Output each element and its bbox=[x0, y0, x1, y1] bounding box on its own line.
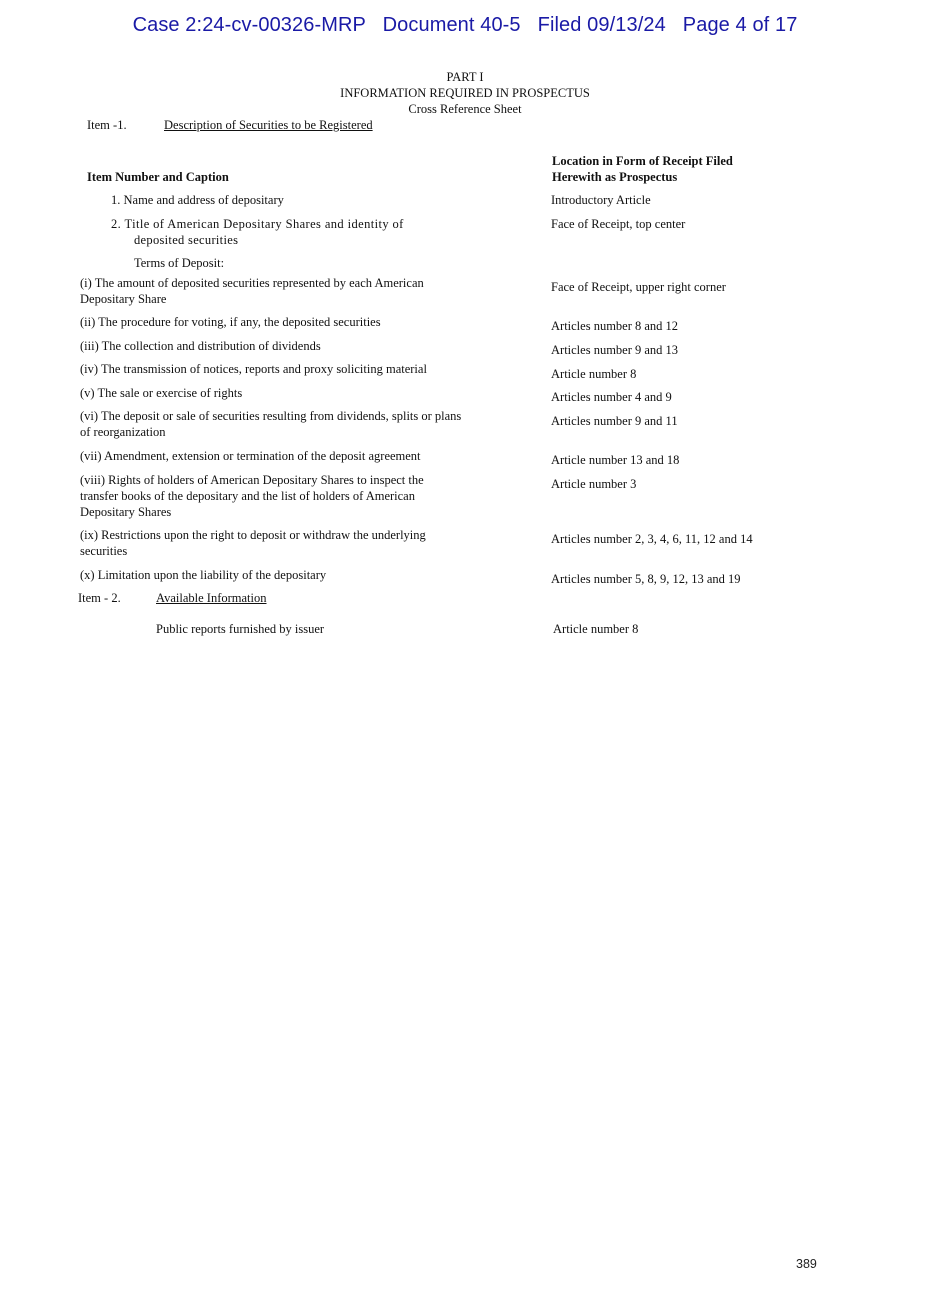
caption-title-ads-line2: deposited securities bbox=[134, 233, 239, 247]
caption-iii: (iii) The collection and distribution of dividends bbox=[80, 339, 321, 353]
caption-vii: (vii) Amendment, extension or termination of the deposit agreement bbox=[80, 449, 421, 463]
case-number: Case 2:24-cv-00326-MRP bbox=[132, 14, 366, 36]
terms-of-deposit-label: Terms of Deposit: bbox=[134, 256, 225, 270]
caption-v: (v) The sale or exercise of rights bbox=[80, 386, 243, 400]
part-heading: PART I bbox=[446, 70, 484, 84]
location-iv: Article number 8 bbox=[551, 367, 637, 381]
filed-date: Filed 09/13/24 bbox=[537, 14, 666, 36]
location-x: Articles number 5, 8, 9, 12, 13 and 19 bbox=[551, 572, 741, 586]
section-subtitle: Cross Reference Sheet bbox=[408, 102, 522, 116]
section-title: INFORMATION REQUIRED IN PROSPECTUS bbox=[340, 86, 590, 100]
caption-ii: (ii) The procedure for voting, if any, the deposited securities bbox=[80, 315, 381, 329]
item-2-label: Item - 2. bbox=[78, 591, 121, 605]
caption-ix-line2: securities bbox=[80, 544, 128, 558]
item-1-title: Description of Securities to be Registered bbox=[164, 118, 373, 132]
location-public-reports: Article number 8 bbox=[553, 622, 639, 636]
column-header-location-line2: Herewith as Prospectus bbox=[552, 170, 678, 184]
caption-vi-line1: (vi) The deposit or sale of securities resulting from dividends, splits or plans bbox=[80, 409, 462, 423]
location-ii: Articles number 8 and 12 bbox=[551, 319, 679, 333]
caption-viii-line3: Depositary Shares bbox=[80, 505, 172, 519]
location-ix: Articles number 2, 3, 4, 6, 11, 12 and 14 bbox=[551, 532, 753, 546]
location-vi: Articles number 9 and 11 bbox=[551, 414, 678, 428]
caption-vi-line2: of reorganization bbox=[80, 425, 166, 439]
location-iii: Articles number 9 and 13 bbox=[551, 343, 679, 357]
document-number: Document 40-5 bbox=[382, 14, 521, 36]
caption-i-line1: (i) The amount of deposited securities represented by each American bbox=[80, 276, 424, 290]
location-i: Face of Receipt, upper right corner bbox=[551, 280, 726, 294]
location-viii: Article number 3 bbox=[551, 477, 637, 491]
caption-title-ads-line1: 2. Title of American Depositary Shares and identity of bbox=[111, 217, 404, 231]
location-name-address: Introductory Article bbox=[551, 193, 651, 207]
item-2-title: Available Information bbox=[156, 591, 267, 605]
location-vii: Article number 13 and 18 bbox=[551, 453, 680, 467]
caption-iv: (iv) The transmission of notices, reports and proxy soliciting material bbox=[80, 362, 427, 376]
column-header-caption: Item Number and Caption bbox=[87, 170, 229, 184]
caption-ix-line1: (ix) Restrictions upon the right to deposit or withdraw the underlying bbox=[80, 528, 426, 542]
location-v: Articles number 4 and 9 bbox=[551, 390, 672, 404]
item-1-label: Item -1. bbox=[87, 118, 127, 132]
caption-viii-line2: transfer books of the depositary and the list of holders of American bbox=[80, 489, 415, 503]
caption-public-reports: Public reports furnished by issuer bbox=[156, 622, 325, 636]
caption-viii-line1: (viii) Rights of holders of American Depositary Shares to inspect the bbox=[80, 473, 424, 487]
caption-i-line2: Depositary Share bbox=[80, 292, 167, 306]
page-number: 389 bbox=[796, 1257, 817, 1271]
caption-x: (x) Limitation upon the liability of the depositary bbox=[80, 568, 327, 582]
caption-name-address: 1. Name and address of depositary bbox=[111, 193, 284, 207]
court-filing-stamp bbox=[0, 14, 930, 37]
page-indicator: Page 4 of 17 bbox=[682, 14, 798, 36]
location-title-ads: Face of Receipt, top center bbox=[551, 217, 686, 231]
column-header-location-line1: Location in Form of Receipt Filed bbox=[552, 154, 733, 168]
